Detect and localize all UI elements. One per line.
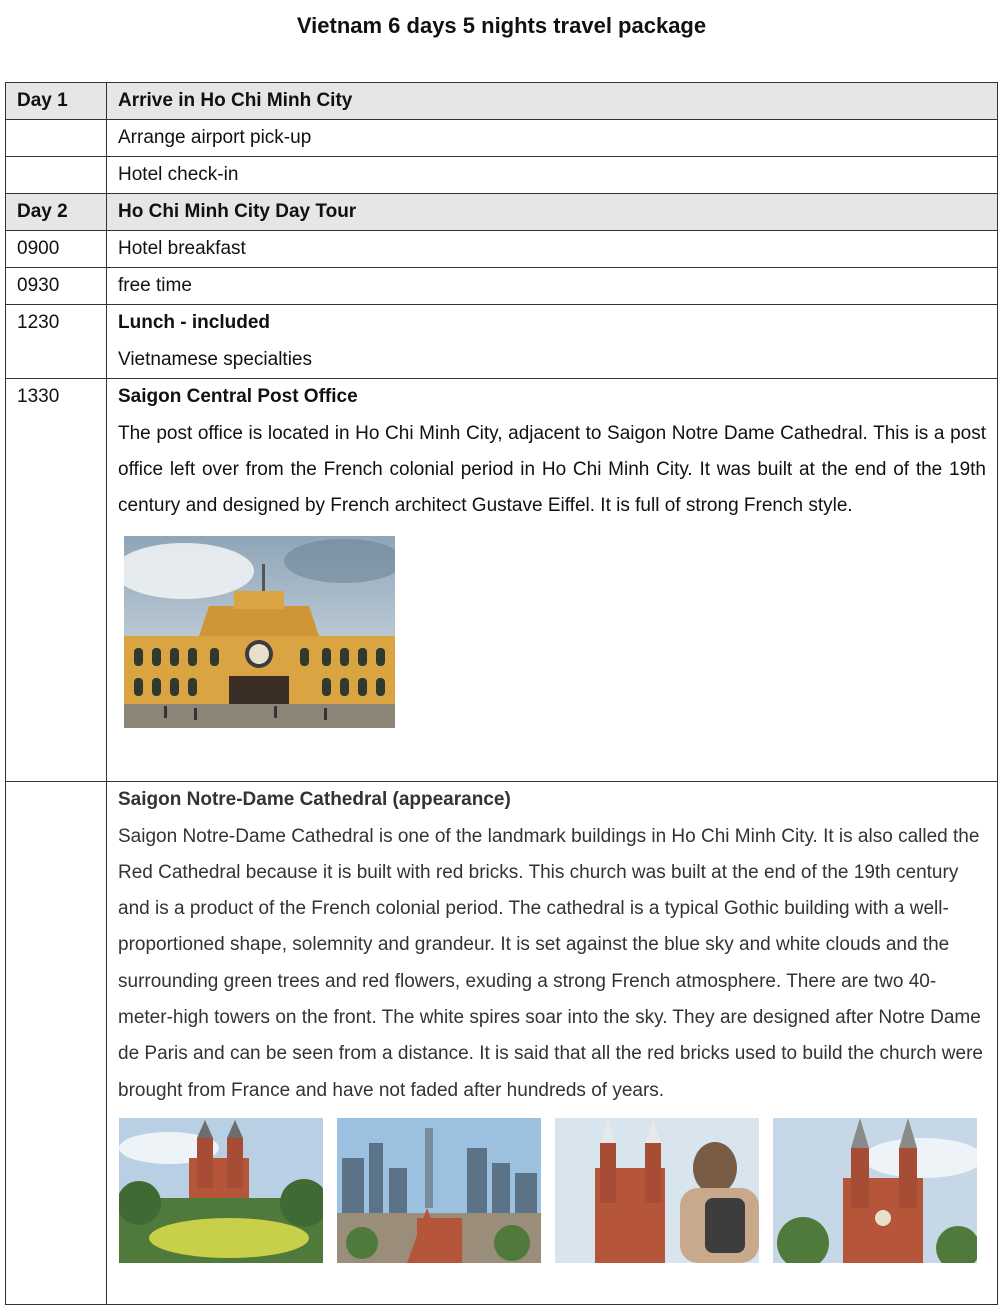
day-label: Day 2 (6, 194, 107, 231)
city-skyline-photo (337, 1118, 541, 1263)
table-row (6, 231, 998, 268)
time-cell: 1230 (17, 312, 60, 333)
post-office-row (6, 379, 998, 782)
cathedral-photo (119, 1118, 323, 1263)
day-heading: Arrive in Ho Chi Minh City (107, 83, 998, 120)
day1-header-row (6, 83, 998, 120)
post-office-description: The post office is located in Ho Chi Minh City, adjacent to Saigon Notre Dame Cathedral. This is a post office left over from the French colonial period in Ho Chi Minh City. It was built at the end of the 19th century and designed by French architect Gustave Eiffel. It is full of strong French style. (118, 422, 986, 517)
cathedral-row (6, 782, 998, 1305)
post-office-title: Saigon Central Post Office (118, 386, 358, 407)
day2-header-row (6, 194, 998, 231)
activity-cell: Arrange airport pick-up (107, 120, 998, 157)
time-cell (6, 782, 107, 1305)
post-office-photo (124, 536, 997, 728)
time-cell: 1330 (17, 386, 60, 407)
itinerary-table (5, 82, 998, 1305)
time-cell: 0930 (6, 268, 107, 305)
table-row (6, 157, 998, 194)
table-row (6, 268, 998, 305)
table-row (6, 120, 998, 157)
lunch-title: Lunch - included (118, 312, 270, 333)
cathedral-spires-photo (773, 1118, 977, 1263)
cathedral-title: Saigon Notre-Dame Cathedral (appearance) (118, 789, 511, 810)
lunch-detail: Vietnamese specialties (118, 348, 312, 370)
activity-cell: free time (107, 268, 998, 305)
time-cell (6, 120, 107, 157)
page-title: Vietnam 6 days 5 nights travel package (296, 13, 707, 38)
day-heading: Ho Chi Minh City Day Tour (107, 194, 998, 231)
time-cell: 0900 (6, 231, 107, 268)
day-label: Day 1 (6, 83, 107, 120)
cathedral-description: Saigon Notre-Dame Cathedral is one of the landmark buildings in Ho Chi Minh City. It is also called the Red Cathedral because it is built with red bricks. This church was built at the end of the 19th century and is a product of the French colonial period. The cathedral is a typical Gothic building with a well-proportioned shape, solemnity and grandeur. It is set against the blue sky and white clouds and the surrounding green trees and red flowers, exuding a strong French atmosphere. There are two 40- meter-high towers on the front. The white spires soar into the sky. They are designed after Notre Dame de Paris and can be seen from a distance. It is said that all the red bricks used to build the church were brought from France and have not faded after hundreds of years. (118, 825, 983, 1101)
cathedral-photo-strip (119, 1118, 997, 1263)
traveler-photo (555, 1118, 759, 1263)
lunch-row (6, 305, 998, 379)
activity-cell: Hotel check-in (107, 157, 998, 194)
activity-cell: Hotel breakfast (107, 231, 998, 268)
time-cell (6, 157, 107, 194)
